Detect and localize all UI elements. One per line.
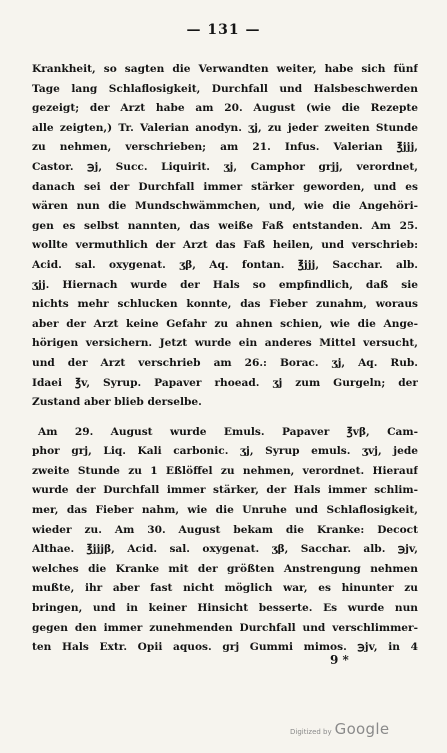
text-line: gezeigt; der Arzt habe am 20. August (wie die Rezepte <box>32 102 418 115</box>
text-line: zu nehmen, verschrieben; am 21. Infus. Valerian ℥jjj, <box>32 141 418 154</box>
text-line: wollte vermuthlich der Arzt das Faß heilen, und verschrieb: <box>32 239 418 252</box>
paragraph-gap <box>32 413 418 423</box>
text-line: phor grj, Liq. Kali carbonic. ʒj, Syrup emuls. ʒvj, jede <box>32 445 418 458</box>
text-line: und der Arzt verschrieb am 26.: Borac. ʒj, Aq. Rub. <box>32 356 418 369</box>
google-logo: Google <box>334 720 390 738</box>
text-line: wären nun die Mundschwämmchen, und, wie die Angehöri- <box>32 200 418 213</box>
text-line: welches die Kranke mit der größten Anstrengung nehmen <box>32 562 418 575</box>
text-line: Tage lang Schlaflosigkeit, Durchfall und Halsbeschwerden <box>32 82 418 95</box>
text-line: Am 29. August wurde Emuls. Papaver ℥vβ, Cam- <box>38 425 418 438</box>
text-line: Idaei ℥v, Syrup. Papaver rhoead. ʒj zum Gurgeln; der <box>32 376 418 389</box>
text-line: Castor. ℈j, Succ. Liquirit. ʒj, Camphor grjj, verordnet, <box>32 160 418 173</box>
text-line: danach sei der Durchfall immer stärker geworden, und es <box>32 180 418 193</box>
text-line: mußte, ihr aber fast nicht möglich war, es hinunter zu <box>32 582 418 595</box>
text-line: alle zeigten,) Tr. Valerian anodyn. ʒj, zu jeder zweiten Stunde <box>32 121 418 134</box>
text-line: wieder zu. Am 30. August bekam die Kranke: Decoct <box>32 523 418 536</box>
text-line: Zustand aber blieb derselbe. <box>32 396 202 409</box>
text-line: gegen den immer zunehmenden Durchfall und verschlimmer- <box>32 621 418 634</box>
text-line: hörigen versichern. Jetzt wurde ein anderes Mittel versucht, <box>32 337 418 350</box>
text-line: mer, das Fieber nahm, wie die Unruhe und Schlaflosigkeit, <box>32 504 418 517</box>
page-number: — 131 — <box>186 22 261 38</box>
text-line: ʒjj. Hiernach wurde der Hals so empfindlich, daß sie <box>32 278 418 291</box>
text-line: zweite Stunde zu 1 Eßlöffel zu nehmen, verordnet. Hierauf <box>32 464 418 477</box>
text-line: aber der Arzt keine Gefahr zu ahnen schien, wie die Ange- <box>32 317 418 330</box>
text-line: wurde der Durchfall immer stärker, der Hals immer schlim- <box>32 484 418 497</box>
text-line: Acid. sal. oxygenat. ʒβ, Aq. fontan. ℥jjj, Sacchar. alb. <box>32 258 418 271</box>
signature-mark: 9 * <box>330 653 349 667</box>
text-line: gen es selbst nannten, das weiße Faß entstanden. Am 25. <box>32 219 418 232</box>
text-line: Krankheit, so sagten die Verwandten weiter, habe sich fünf <box>32 63 418 75</box>
text-line: Althae. ℥jjjβ, Acid. sal. oxygenat. ʒβ, Sacchar. alb. ℈jv, <box>32 543 418 556</box>
watermark-prefix: Digitized by <box>290 728 332 736</box>
google-watermark <box>290 720 389 738</box>
text-line: ten Hals Extr. Opii aquos. grj Gummi mimos. ℈jv, in 4 <box>32 641 418 654</box>
text-line: nichts mehr schlucken konnte, das Fieber zunahm, woraus <box>32 298 418 311</box>
body-text <box>32 60 418 658</box>
text-line: bringen, und in keiner Hinsicht besserte. Es wurde nun <box>32 602 418 615</box>
